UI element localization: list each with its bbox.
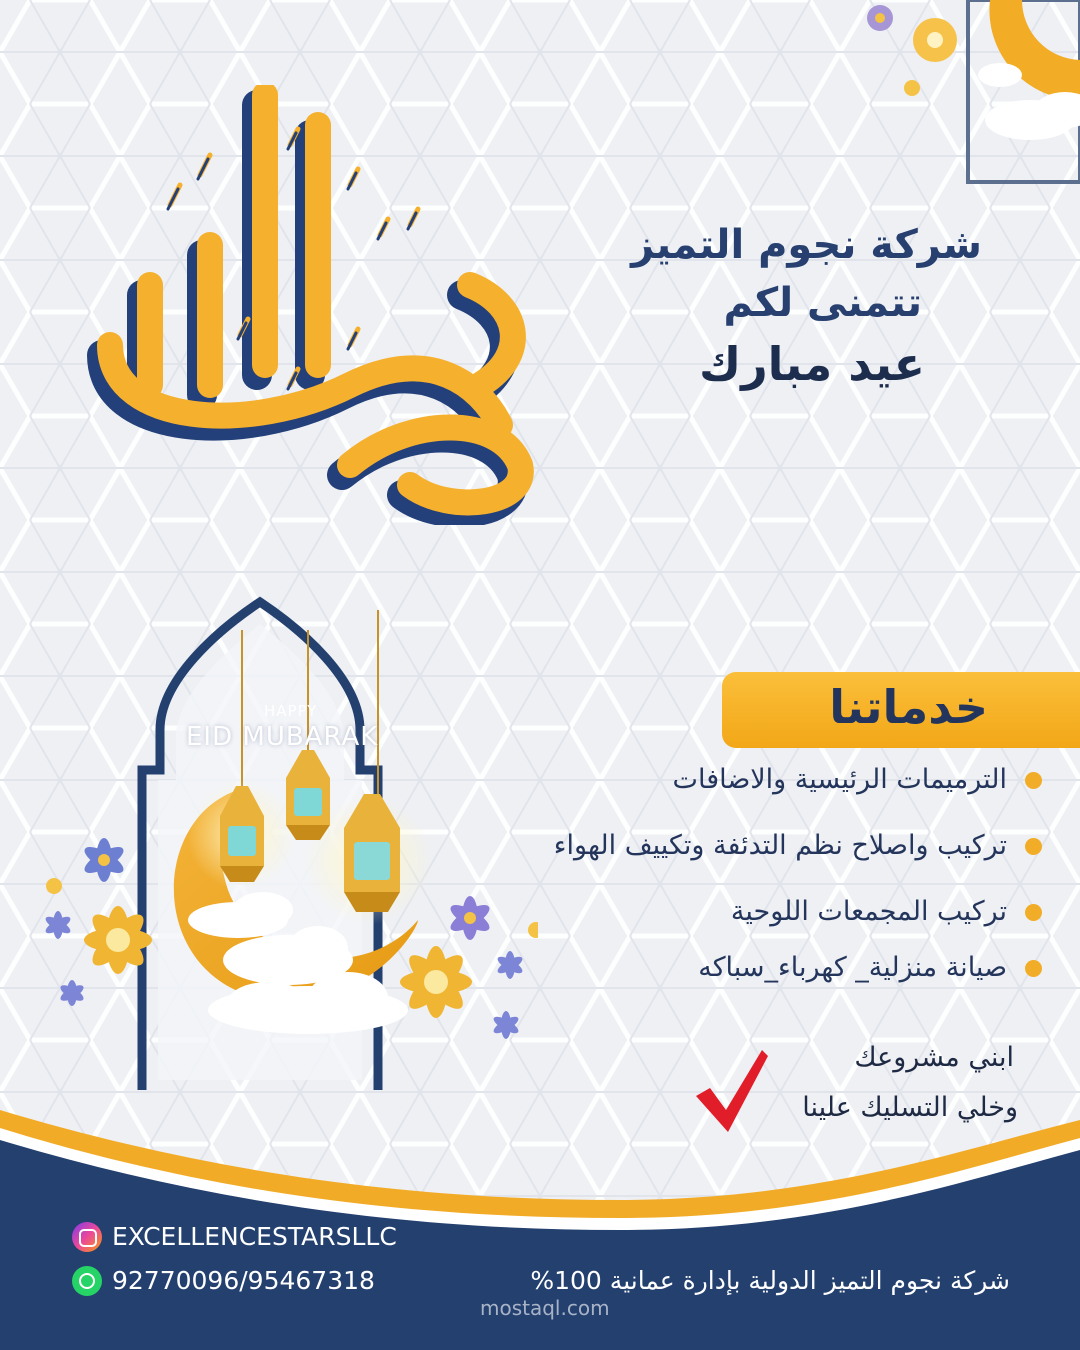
bullet-dot bbox=[1025, 960, 1042, 977]
service-item-label: تركيب المجمعات اللوحية bbox=[730, 896, 1007, 927]
eid-mubarak-label: EID MUBARAK bbox=[186, 722, 379, 752]
phone-numbers: 92770096/95467318 bbox=[112, 1266, 375, 1295]
bullet-dot bbox=[1025, 772, 1042, 789]
company-tagline: شركة نجوم التميز الدولية بإدارة عمانية 100% bbox=[530, 1266, 1010, 1295]
watermark: mostaql.com bbox=[480, 1296, 610, 1320]
eid-mubarak-calligraphy bbox=[50, 85, 550, 525]
instagram-icon bbox=[72, 1222, 102, 1252]
headline-eid-mubarak: عيد مبارك bbox=[699, 337, 925, 391]
happy-label: HAPPY bbox=[264, 702, 318, 720]
service-item bbox=[554, 830, 1042, 861]
top-corner-decoration bbox=[850, 0, 1080, 190]
headline-company: شركة نجوم التميز bbox=[631, 222, 982, 268]
service-item-label: تركيب واصلاح نظم التدئفة وتكييف الهواء bbox=[553, 830, 1007, 861]
service-item bbox=[731, 896, 1042, 927]
service-item bbox=[698, 952, 1042, 983]
whatsapp-icon bbox=[72, 1266, 102, 1296]
bullet-dot bbox=[1025, 838, 1042, 855]
services-title: خدماتنا bbox=[829, 680, 988, 734]
headline-wishes: تتمنى لكم bbox=[723, 280, 922, 326]
crescent-lantern-illustration bbox=[38, 590, 538, 1130]
slogan-line1: ابني مشروعك bbox=[854, 1042, 1014, 1073]
instagram-handle: EXCELLENCESTARSLLC bbox=[112, 1222, 397, 1251]
bullet-dot bbox=[1025, 904, 1042, 921]
slogan-line2: وخلي التسليك علينا bbox=[802, 1092, 1018, 1123]
services-banner bbox=[722, 672, 1080, 748]
service-item-label: صيانة منزلية_ كهرباء_سباكه bbox=[698, 952, 1007, 983]
service-item-label: الترميمات الرئيسية والاضافات bbox=[672, 764, 1007, 795]
service-item bbox=[673, 764, 1042, 795]
